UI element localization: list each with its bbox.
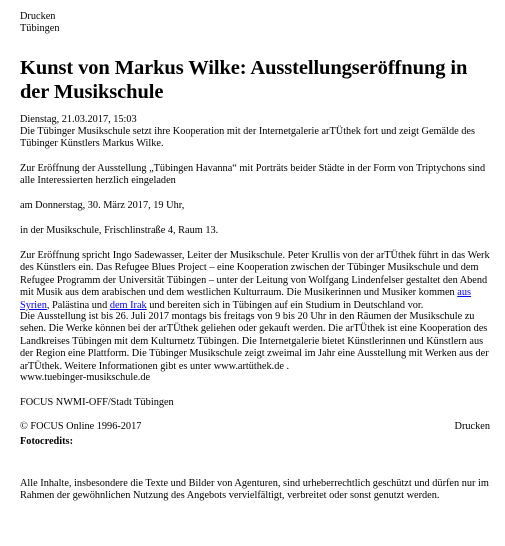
location-label: Tübingen	[20, 23, 60, 34]
link-iraq[interactable]: dem Irak	[109, 299, 147, 311]
link-syria[interactable]: aus Syrien	[20, 287, 471, 311]
source-text: FOCUS NWMI-OFF/Stadt Tübingen	[20, 397, 174, 408]
copyright-text: © FOCUS Online 1996-2017	[20, 421, 142, 432]
footer-row	[20, 421, 490, 433]
program-text-1: Zur Eröffnung spricht Ingo Sadewasser, Leiter der Musikschule. Peter Krullis von der arTÜthek führt in das Werk des Künstlers ein. Das Refugee Blues Project – eine Kooperation zwischen der Tübinger Musikschule und dem Refugee Programm der Universität Tübingen – unter der Leitung von Wolfgang Lindenfelser gestaltet den Abend mit Musik aus dem arabischen und dem westlichen Kulturraum. Die Musikerinnen und Musiker kommen	[20, 250, 490, 299]
program-text-3: und bereiten sich in Tübingen auf ein Studium in Deutschland vor.	[146, 299, 424, 311]
photo-credits-label: Fotocredits:	[20, 436, 73, 447]
print-link-top[interactable]: Drucken	[20, 11, 56, 22]
website-text: www.tuebinger-musikschule.de	[20, 372, 151, 383]
print-link-bottom[interactable]: Drucken	[454, 421, 490, 432]
legal-notice: Alle Inhalte, insbesondere die Texte und Bilder von Agenturen, sind urheberrechtlich geschützt und dürfen nur im Rahmen der gewöhnlichen Nutzung des Angebots vervielfältigt, verbreitet oder sonst genutzt werden.	[20, 478, 489, 502]
program-text-2: , Palästina und	[46, 299, 110, 311]
article-title: Kunst von Markus Wilke: Ausstellungseröffnung in der Musikschule	[20, 57, 468, 103]
article-intro: Die Tübinger Musikschule setzt ihre Kooperation mit der Internetgalerie arTÜthek fort und zeigt Gemälde des Tübinger Künstlers Markus Wilke.	[20, 126, 476, 150]
event-date: am Donnerstag, 30. März 2017, 19 Uhr,	[20, 200, 185, 211]
article-paragraph-program	[20, 250, 490, 312]
article-dateline: Dienstag, 21.03.2017, 15:03	[20, 114, 137, 125]
event-venue: in der Musikschule, Frischlinstraße 4, Raum 13.	[20, 225, 219, 236]
article-paragraph-exhibition: Die Ausstellung ist bis 26. Juli 2017 montags bis freitags von 9 bis 20 Uhr in den Räumen der Musikschule zu sehen. Die Werke können bei der arTÜthek geliehen oder gekauft werden. Die arTÜthek ist eine Kooperation des Landkreises Tübingen mit dem Kulturnetz Tübingen. Die Internetgalerie bietet Künstlerinnen und Künstlern aus der Region eine Plattform. Die Tübinger Musikschule zeigt zweimal im Jahr eine Ausstellung mit Werken aus der arTÜthek. Weitere Informationen gibt es unter www.artüthek.de .	[20, 311, 489, 372]
article-invitation: Zur Eröffnung der Ausstellung „Tübingen Havanna“ mit Porträts beider Städte in der Form von Triptychons sind alle Interessierten herzlich eingeladen	[20, 163, 486, 187]
